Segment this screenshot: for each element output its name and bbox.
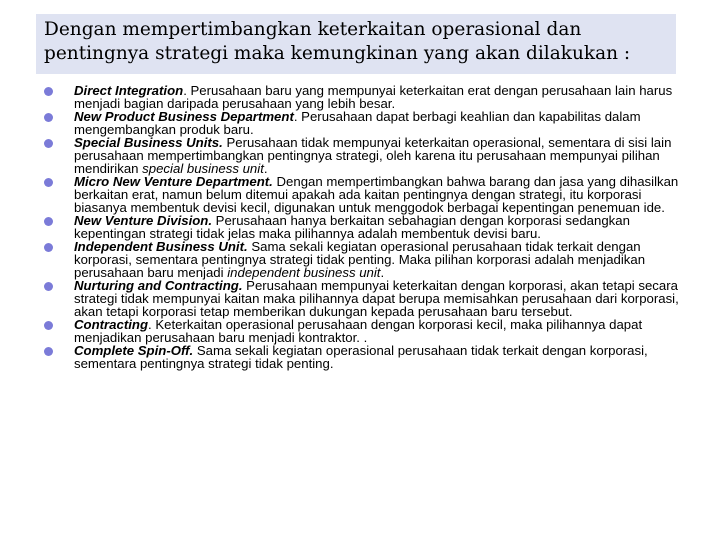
list-item: [44, 175, 684, 214]
item-term: Nurturing and Contracting.: [74, 278, 243, 293]
item-text: Sama sekali kegiatan operasional perusahaan tidak terkait dengan korporasi, sementara pentingnya strategi tidak penting.: [74, 343, 648, 371]
item-term: Independent Business Unit.: [74, 239, 248, 254]
list-item: [44, 136, 684, 175]
item-text: Dengan mempertimbangkan bahwa barang dan jasa yang dihasilkan berkaitan erat, namun belum ditemui apakah ada kaitan pentingnya dengan strategi, itu korporasi biasanya membentuk devisi kecil, digunakan untuk menggodok berbagai kepentingan penemuan ide.: [74, 174, 679, 215]
item-tail: .: [380, 265, 385, 280]
list-item: [44, 214, 684, 240]
list-item: [44, 240, 684, 279]
bullet-icon: [44, 217, 53, 226]
item-term: Special Business Units.: [74, 135, 223, 150]
item-term: New Product Business Department: [74, 109, 294, 124]
item-emphasis: special business unit: [142, 161, 264, 176]
item-term: Complete Spin-Off.: [74, 343, 194, 358]
list-item: [44, 344, 684, 370]
item-text: Perusahaan hanya berkaitan sebahagian dengan korporasi sedangkan kepentingan strategi tidak jelas maka pilihannya adalah membentuk devisi baru.: [74, 213, 630, 241]
item-text: Sama sekali kegiatan operasional perusahaan tidak terkait dengan korporasi, sementara pentingnya strategi tidak penting. Maka pilihan korporasi adalah menjadikan perusahaan baru menjadi: [74, 239, 646, 280]
bullet-icon: [44, 347, 53, 356]
bullet-icon: [44, 321, 53, 330]
list-item: [44, 318, 684, 344]
bullet-icon: [44, 282, 53, 291]
list-item: [44, 110, 684, 136]
bullet-icon: [44, 113, 53, 122]
item-term: Direct Integration: [74, 83, 184, 98]
slide-title: Dengan mempertimbangkan keterkaitan operasional dan pentingnya strategi maka kemungkinan yang akan dilakukan :: [44, 19, 631, 64]
item-term: Micro New Venture Department.: [74, 174, 273, 189]
item-text: Perusahaan mempunyai keterkaitan dengan korporasi, akan tetapi secara strategi tidak mempunyai kaitan maka pilihannya dapat berupa memisahkan perusahaan dari korporasi, akan tetapi korporasi tetap memberikan dukungan kepada perusahaan baru tersebut.: [74, 278, 679, 319]
item-text: Perusahaan tidak mempunyai keterkaitan operasional, sementara di sisi lain perusahaan mempertimbangkan pentingnya strategi, oleh karena itu perusahaan mempunyai pilihan mendirikan: [74, 135, 672, 176]
item-emphasis: independent business unit: [227, 265, 381, 280]
bullet-icon: [44, 139, 53, 148]
item-text: . Perusahaan dapat berbagi keahlian dan kapabilitas dalam mengembangkan produk baru.: [74, 109, 641, 137]
list-item: [44, 84, 684, 110]
item-text: . Keterkaitan operasional perusahaan dengan korporasi kecil, maka pilihannya dapat menjadikan perusahaan baru menjadi kontraktor. .: [74, 317, 643, 345]
strategy-list: [44, 84, 684, 370]
item-term: New Venture Division.: [74, 213, 213, 228]
bullet-icon: [44, 243, 53, 252]
list-item: [44, 279, 684, 318]
item-tail: .: [263, 161, 268, 176]
item-text: . Perusahaan baru yang mempunyai keterkaitan erat dengan perusahaan lain harus menjadi bagian daripada perusahaan yang lebih besar.: [74, 83, 673, 111]
item-term: Contracting: [74, 317, 148, 332]
bullet-icon: [44, 87, 53, 96]
bullet-icon: [44, 178, 53, 187]
